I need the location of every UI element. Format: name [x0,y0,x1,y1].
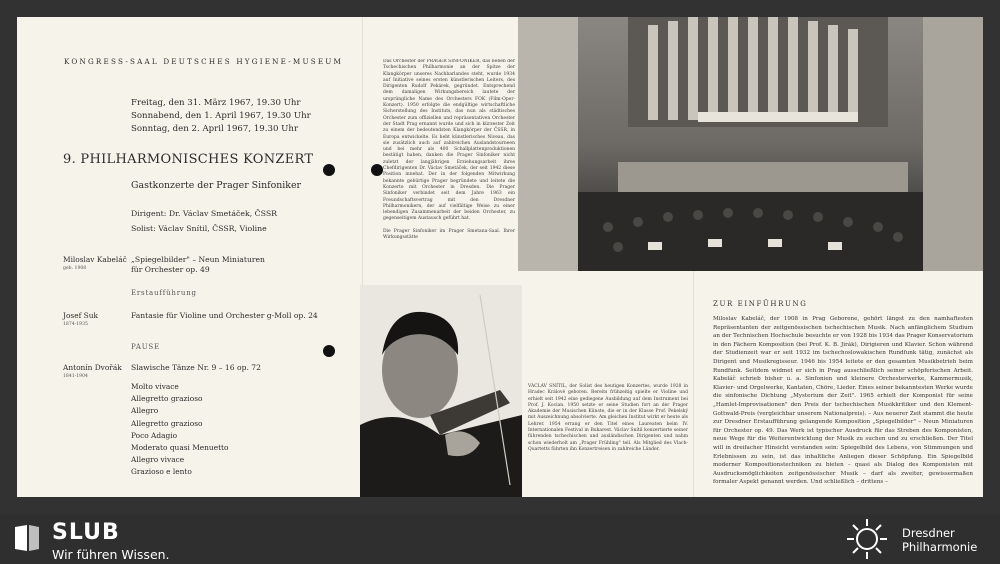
photo-caption: Die Prager Sinfoniker im Prager Smetana-Saal. Ihrer Wirkungsstätte [383,229,515,241]
intro-heading: ZUR EINFÜHRUNG [713,300,808,308]
movement: Poco Adagio [131,430,178,440]
concert-dates [131,97,311,136]
punch-hole [323,345,335,357]
pause-label: PAUSE [131,343,160,351]
soloist: Solist: Václav Snítil, ČSSR, Violine [131,224,267,233]
conductor: Dirigent: Dr. Václav Smetáček, ČSSR [131,209,278,218]
footer-bar [0,514,1000,564]
slub-slogan: Wir führen Wissen. [52,547,170,562]
violinist-photo [360,285,522,497]
movement: Allegro [131,406,159,416]
composer-years: geb. 1908 [63,266,87,271]
performers [131,206,277,236]
date-2: Sonnabend, den 1. April 1967, 19.30 Uhr [131,111,311,121]
work-title: Slawische Tänze Nr. 9 – 16 op. 72 [131,363,261,372]
movement: Molto vivace [131,382,179,391]
program-list [63,255,363,479]
program-item [63,255,363,289]
concert-title: 9. PHILHARMONISCHES KONZERT [63,152,314,167]
intro-text: Miloslav Kabeláč, der 1908 in Prag Geborene, gehört längst zu den namhaftesten Repräsentanten der zeitgenössischen tschechischen Musik. Nach anfänglichem Studium an der Technischen Hochschule besuchte er von 1928 bis 1934 das Prager Konservatorium in den Fächern Komposition (bei Prof. K. B. Jirák), Dirigieren und Klavier. Schon während der Studienzeit war er seit 1932 im tschechoslowakischen Rundfunk tätig, zunächst als Dirigent und Musikregisseur. 1946 bis 1954 leitete er den gesamten Musikbetrieb beim Rundfunk. Seitdem widmet er sich in Prag ausschließlich seiner schöpferischen Arbeit. Kabeláč schrieb bisher u. a. Sinfonien und kleinere Orchesterwerke, Kammermusik, Klavier- und Orgelwerke, Kantaten, Chöre, Lieder. Eines seiner bekanntesten Werke wurde die sinfonische Dichtung „Mysterium der Zeit". 1965 erhielt der Komponist für seine „Hamlet-Improvisationen" den Preis der tschechischen Musikkritiker und den Klement-Gottwald-Preis (vergleichbar unserem Nationalpreis). – Aus neuerer Zeit stammt die heute zur Dresdner Erstaufführung gelangende Komposition „Spiegelbilder" – Neun Miniaturen für Orchester op. 49. Das Werk ist typischer Ausdruck für das Streben des Komponisten, neue Wege für die Weiterentwicklung der Musik zu suchen und zu erschließen. Der Titel will in dreifacher Hinsicht verstanden sein: Spiegelbild des Lebens, von Stimmungen und Erlebnissen zu sein, ist das inhaltliche Anliegen dieser Schöpfung. Ein Spiegelbild moderner Kompositionstechniken zu bieten – quasi als Dialog des Komponisten mit Ausdrucksmöglichkeiten zeitgenössischer Musik – darf als zweiter, gewissermaßen formaler Aspekt genannt werden. Und schließlich – drittens – [713,316,973,486]
slub-logo-text: SLUB [52,520,120,545]
movement: Allegretto grazioso [131,394,203,404]
program-item [63,311,363,343]
work-title-line: für Orchester op. 49 [131,265,210,274]
composer: Miloslav Kabeláč [63,255,127,264]
concert-hall-image [518,17,983,271]
movement: Allegretto grazioso [131,418,203,428]
work-title-line: „Spiegelbilder" – Neun Miniaturen [131,255,265,264]
soloist-bio: VÁCLAV SNÍTIL, der Solist des heutigen Konzertes, wurde 1928 in Hradec Králové geboren. Bereits frühzeitig spielte er Violine und erhielt seit 1942 eine gediegene Ausbildung auf dem Instrument bei Prof. J. Kocian. 1950 setzte er seine Studien fort an der Prager Akademie der Musischen Künste, die er in der Klasse Prof. Pekelský mit Auszeichnung absolvierte. Am gleichen Institut wirkt er heute als Lehrer. 1954 errang er den Titel eines Laureaten beim IV. Internationalen Festival in Bukarest. Václav Snítil konzertierte seiner führenden tschechischen und ausländischen Dirigenten und nahm schon wiederholt am „Prager Frühling" teil. Als Mitglied des Vlach-Quartetts führten ihn Konzertreisen in zahlreiche Länder. [528,384,688,452]
work-title: Fantasie für Violine und Orchester g-Moll op. 24 [131,311,318,320]
movement: Moderato quasi Menuetto [131,443,229,453]
composer-years: 1874-1935 [63,322,88,327]
punch-hole [323,164,335,176]
soloist-portrait-image [360,285,522,497]
venue: KONGRESS-SAAL DEUTSCHES HYGIENE-MUSEUM [64,57,344,66]
program-item [63,363,363,379]
movement: Grazioso e lento [131,467,192,477]
book-icon [12,523,42,553]
composer: Josef Suk [63,311,98,320]
composer-years: 1841-1904 [63,374,88,379]
work-title [131,255,265,275]
premiere-label: Erstaufführung [131,289,197,297]
movement-list [131,381,363,479]
program-sheet [17,17,983,497]
orchestra-photo [518,17,983,271]
sunburst-icon [842,518,892,560]
composer: Antonín Dvořák [63,363,122,372]
partner-logo-text [902,526,977,554]
date-1: Freitag, den 31. März 1967, 19.30 Uhr [131,98,301,108]
movement: Allegro vivace [131,455,185,465]
partner-line: Philharmonie [902,540,978,554]
punch-hole [371,164,383,176]
date-3: Sonntag, den 2. April 1967, 19.30 Uhr [131,124,299,134]
concert-subtitle: Gastkonzerte der Prager Sinfoniker [131,180,302,191]
orchestra-text: Das Orchester der PRAGER SINFONIKER, das neben der Tschechischen Philharmonie an der Spitze der Klangkörper unseres Nachbarlandes steht, wurde 1934 auf Initiative seines ersten künstlerischen Leiters, des Dirigenten Rudolf Pekárek, gegründet. Entsprechend dem damaligen Wirkungsbereich lautete der ursprüngliche Name des Orchesters FOK (Film-Oper-Konzert). 1950 erfolgte die endgültige wirtschaftliche Sicherstellung des Instituts, das nun als städtisches Orchester zum offiziellen und repräsentativen Orchester der Stadt Prag ernannt wurde und sich in kürzester Zeit zu einem der bedeutendsten Klangkörper der ČSSR, in Europa entwickelte. Es hebt künstlerisches Niveau, das sie zusätzlich auch auf zahlreichen Auslandstourneen und bei mehr als 400 Schallplattenproduktionen bestätigt haben, danken die Prager Sinfoniker nicht zuletzt der langjährigen Erziehungsarbeit ihres Chefdirigenten Dr. Václav Smetáček, der seit 1942 diese Position innehat. Der in der folgenden Mitwirkung bekannte gebürtige Prager begründete und leitete die Konzerte mit Orchester in Dresden. Die Prager Sinfoniker verbindet seit dem Jahre 1963 ein Freundschaftsvertrag mit den Dresdner Philharmonikern, der auf vielfältige Weise zu einer lebendigen Zusammenarbeit der beiden Orchester, zu gegenseitigem Austausch geführt hat. [383,59,515,222]
partner-line: Dresdner [902,526,955,540]
